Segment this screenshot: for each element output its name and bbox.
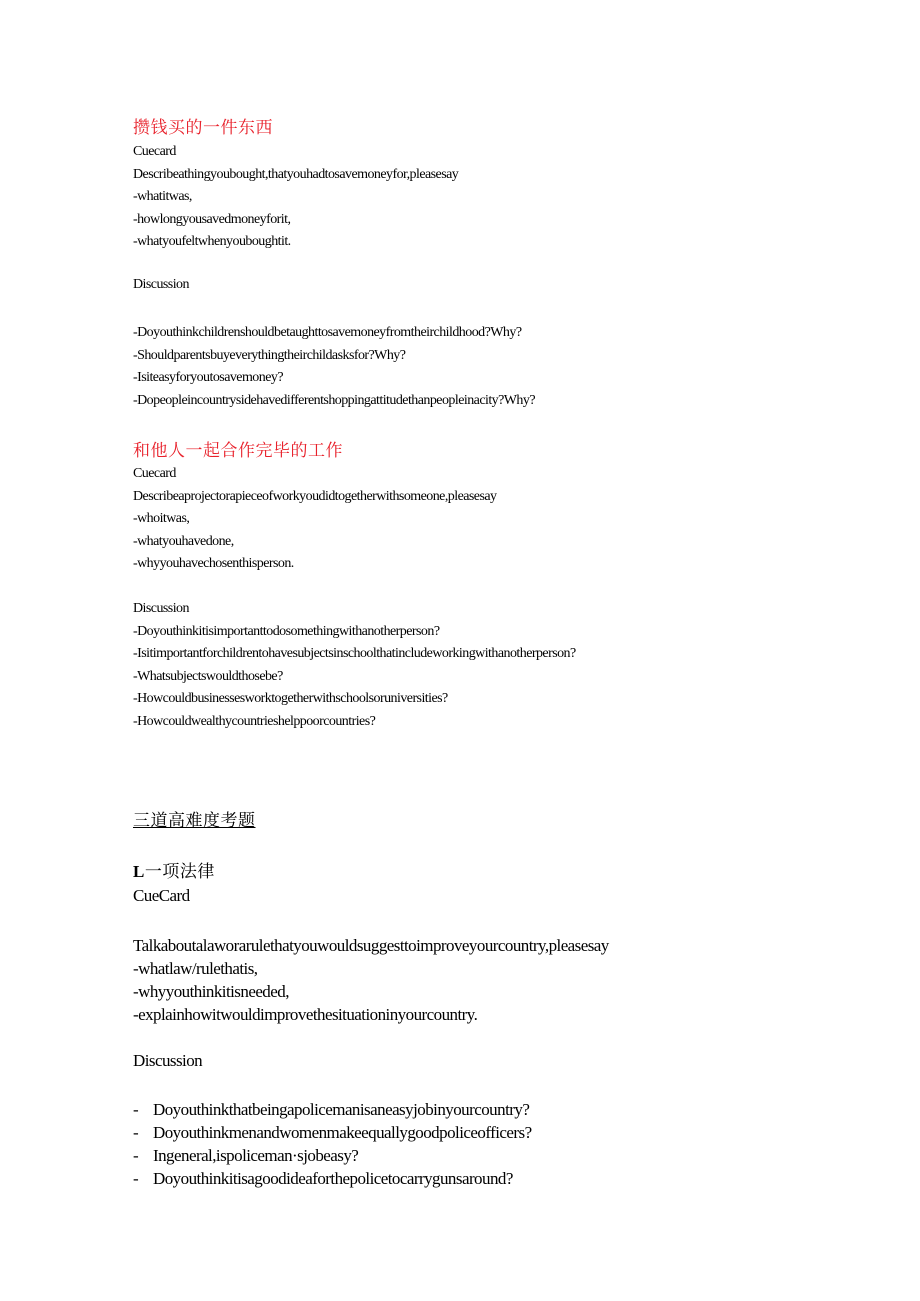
section3-item-prefix: L [133, 862, 145, 881]
section3-point: -whatlaw/rulethatis, [133, 959, 258, 978]
section3-cue-block [133, 934, 609, 1026]
section1-questions [133, 322, 535, 412]
section2-discussion-label: Discussion [133, 601, 189, 616]
section2-question: -Howcouldbusinessesworktogetherwithschoolsoruniversities? [133, 691, 448, 707]
section1-question: -Isiteasyforyoutosavemoney? [133, 370, 283, 386]
section3-question-row [133, 1144, 532, 1167]
section3-point: -whyyouthinkitisneeded, [133, 982, 289, 1001]
section3-questions [133, 1098, 532, 1190]
section3-heading: 三道高难度考题 [133, 811, 256, 830]
section3-question: Doyouthinkitisagoodideaforthepolicetocarrygunsaround? [153, 1169, 513, 1188]
section2-question: -Doyouthinkitisimportanttodosomethingwithanotherperson? [133, 623, 440, 639]
bullet-dash: - [133, 1100, 139, 1119]
section1-discussion-label: Discussion [133, 277, 189, 292]
bullet-dash: - [133, 1169, 139, 1188]
section1-cue-block [133, 141, 458, 254]
section3-question: Doyouthinkthatbeingapolicemanisaneasyjobinyourcountry? [153, 1100, 530, 1119]
section1-question: -Dopeopleincountrysidehavedifferentshoppingattitudethanpeopleinacity?Why? [133, 392, 535, 408]
section3-point: -explainhowitwouldimprovethesituationinyourcountry. [133, 1005, 478, 1024]
section3-question: Ingeneral,ispoliceman·sjobeasy? [153, 1146, 359, 1165]
section2-point: -whyyouhavechosenthisperson. [133, 556, 294, 572]
section1-title: 攒钱买的一件东西 [133, 118, 273, 137]
section2-question: -Isitimportantforchildrentohavesubjectsinschoolthatincludeworkingwithanotherperson? [133, 646, 576, 662]
section3-question-row [133, 1167, 532, 1190]
section2-cue-label: Cuecard [133, 466, 176, 481]
section1-point: -whatitwas, [133, 189, 192, 205]
section3-cue-label: CueCard [133, 886, 190, 905]
section3-question-row [133, 1121, 532, 1144]
section3-item-title: 一项法律 [144, 862, 215, 881]
section2-question: -Howcouldwealthycountrieshelppoorcountries? [133, 713, 376, 729]
section2-discussion [133, 598, 576, 734]
section2-point: -whatyouhavedone, [133, 533, 234, 549]
section3-prompt: Talkaboutalaworarulethatyouwouldsuggesttoimproveyourcountry,pleasesay [133, 936, 609, 955]
section3-item-title-row [133, 857, 215, 882]
section2-prompt: Describeaprojectorapieceofworkyoudidtogetherwithsomeone,pleasesay [133, 488, 497, 504]
section1-point: -howlongyousavedmoneyforit, [133, 211, 291, 227]
section2-title: 和他人一起合作完毕的工作 [133, 441, 343, 460]
section2-question: -Whatsubjectswouldthosebe? [133, 668, 283, 684]
bullet-dash: - [133, 1123, 139, 1142]
section3-question-row [133, 1098, 532, 1121]
bullet-dash: - [133, 1146, 139, 1165]
section3-question: Doyouthinkmenandwomenmakeequallygoodpoliceofficers? [153, 1123, 532, 1142]
section2-point: -whoitwas, [133, 511, 190, 527]
section2-cue-block [133, 463, 496, 576]
section1-question: -Shouldparentsbuyeverythingtheirchildasksfor?Why? [133, 347, 406, 363]
section1-prompt: Describeathingyoubought,thatyouhadtosavemoneyfor,pleasesay [133, 166, 459, 182]
section1-question: -Doyouthinkchildrenshouldbetaughttosavemoneyfromtheirchildhood?Why? [133, 325, 522, 340]
section1-point: -whatyoufeltwhenyouboughtit. [133, 234, 291, 250]
section3-discussion-label: Discussion [133, 1051, 203, 1070]
section1-cue-label: Cuecard [133, 144, 176, 159]
